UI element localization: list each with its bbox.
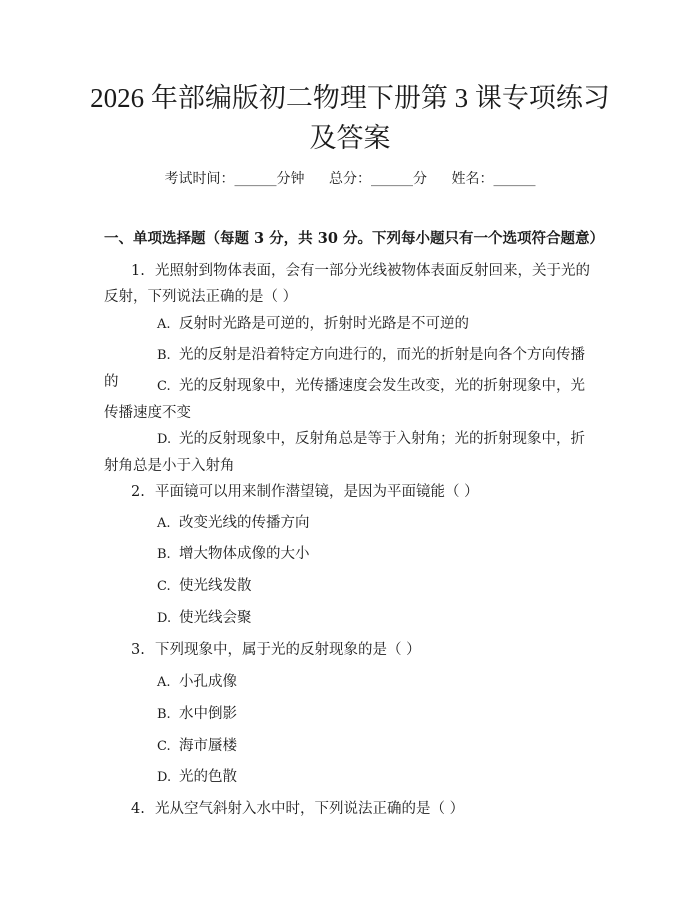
option-letter: D. — [157, 432, 172, 447]
option-text: 使光线会聚 — [179, 610, 252, 626]
option-text: 小孔成像 — [179, 674, 237, 690]
option-letter: B. — [157, 348, 171, 363]
question-1 — [104, 258, 594, 310]
option-letter: B. — [157, 707, 171, 722]
question-stem: 光照射到物体表面，会有一部分光线被物体表面反射回来，关于光的反射，下列说法正确的是（ ） — [104, 263, 590, 305]
option-text: 改变光线的传播方向 — [179, 515, 310, 531]
q2-option-d — [104, 605, 594, 632]
option-letter: A. — [157, 317, 171, 332]
option-letter: C. — [157, 579, 171, 594]
q2-option-c — [104, 573, 594, 600]
option-letter: C. — [157, 739, 171, 754]
option-letter: B. — [157, 547, 171, 562]
option-letter: D. — [157, 770, 172, 785]
question-2 — [104, 479, 594, 505]
question-stem: 平面镜可以用来制作潜望镜，是因为平面镜能（ ） — [155, 484, 479, 500]
q3-option-a — [104, 669, 594, 696]
question-4 — [104, 796, 594, 822]
question-number: 3. — [131, 642, 145, 658]
option-text: 使光线发散 — [179, 578, 252, 594]
title-line-2: 及答案 — [309, 123, 391, 153]
title-line-1: 2026 年部编版初二物理下册第 3 课专项练习 — [90, 83, 610, 113]
option-text: 反射时光路是可逆的，折射时光路是不可逆的 — [179, 316, 469, 332]
exam-time: 考试时间：______分钟 — [164, 171, 305, 187]
option-letter: A. — [157, 516, 171, 531]
section-heading: 一、单项选择题（每题 3 分，共 30 分。下列每小题只有一个选项符合题意） — [104, 230, 604, 247]
question-number: 2. — [131, 484, 145, 500]
option-letter: D. — [157, 611, 172, 626]
q1-option-d — [104, 426, 594, 479]
exam-name: 姓名：______ — [451, 171, 536, 187]
q1-option-a — [104, 311, 594, 338]
option-letter: A. — [157, 675, 171, 690]
q3-option-b — [104, 701, 594, 728]
question-stem: 光从空气斜射入水中时，下列说法正确的是（ ） — [155, 801, 465, 817]
question-stem: 下列现象中，属于光的反射现象的是（ ） — [155, 642, 421, 658]
option-text: 光的反射现象中，反射角总是等于入射角；光的折射现象中，折射角总是小于入射角 — [104, 431, 585, 474]
option-text: 光的色散 — [179, 769, 237, 785]
question-number: 4. — [131, 801, 145, 817]
q1-option-c — [104, 373, 594, 426]
option-text: 增大物体成像的大小 — [179, 546, 310, 562]
exam-info — [0, 170, 700, 188]
question-number: 1. — [131, 263, 145, 279]
q3-option-d — [104, 764, 594, 791]
option-text: 光的反射现象中，光传播速度会发生改变，光的折射现象中，光传播速度不变 — [104, 378, 585, 421]
option-letter: C. — [157, 379, 171, 394]
q2-option-b — [104, 541, 594, 568]
q2-option-a — [104, 510, 594, 537]
option-text: 水中倒影 — [179, 706, 237, 722]
option-text: 光的反射是沿着特定方向进行的，而光的折射是向各个方向传播的 — [104, 347, 585, 390]
q3-option-c — [104, 733, 594, 760]
question-3 — [104, 637, 594, 663]
option-text: 海市蜃楼 — [179, 738, 237, 754]
exam-total-score: 总分：______分 — [329, 171, 427, 187]
document-title — [0, 78, 700, 158]
